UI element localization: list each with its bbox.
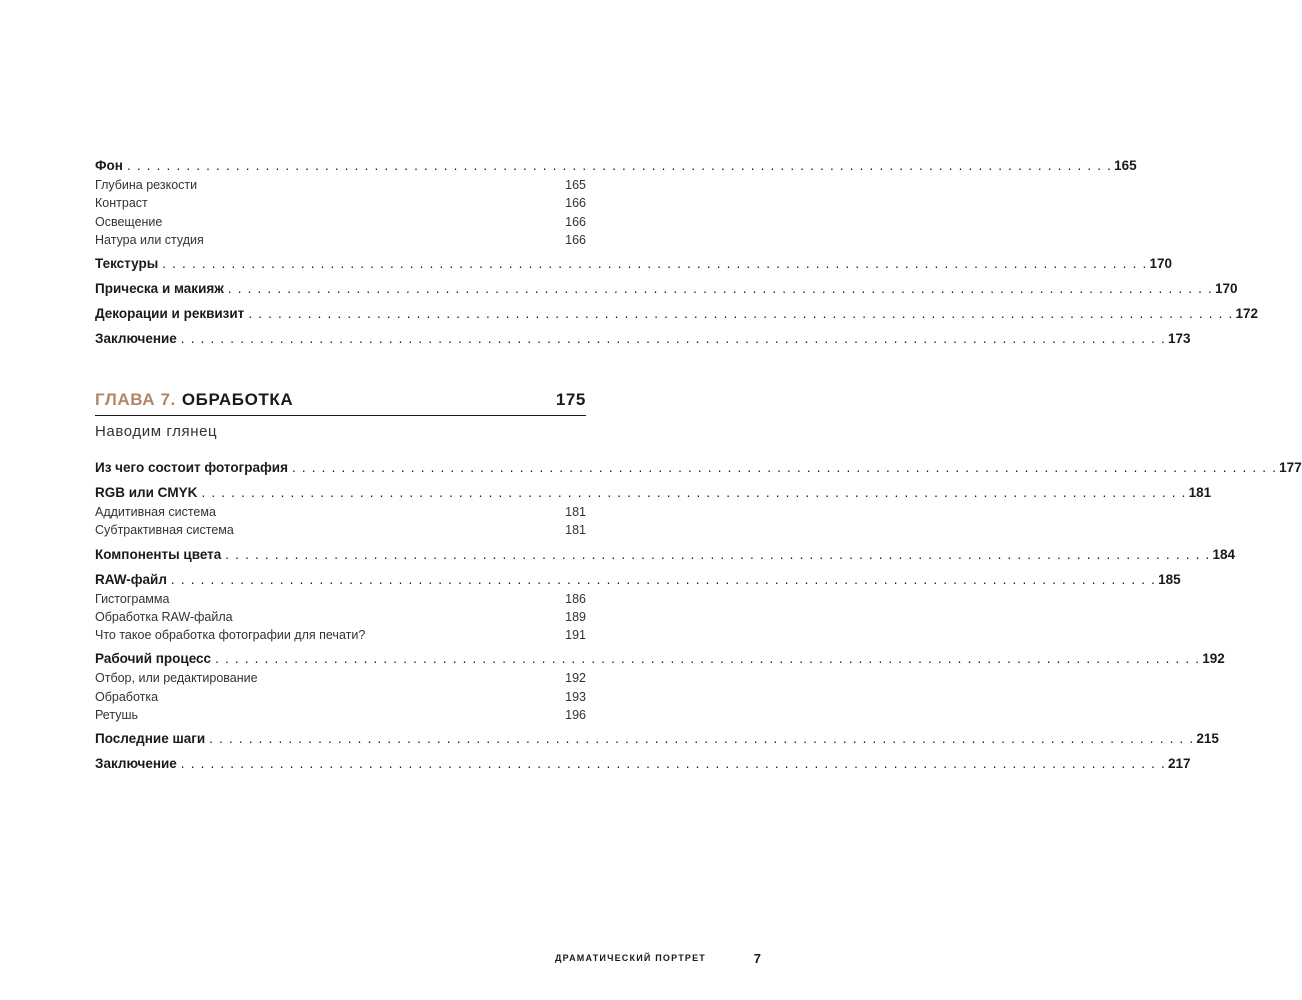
toc-subentry[interactable] [95, 503, 586, 521]
toc-entry-page: 165 [1114, 158, 1137, 173]
toc-entry-hair[interactable] [95, 279, 1238, 299]
toc-subentry-page: 166 [565, 232, 586, 247]
toc-entry-title: Заключение [95, 331, 177, 347]
toc-subentry-title: Контраст [95, 196, 148, 211]
dot-leader: . . . . . . . . . . . . . . . . . . . . . . . . . . . . . . . . . . . . . . . . . . . . . . . . . . . . . . . . . . . . . . . . . . . . . . . . . . . . . . . . . . . . . . . . . . . . . . . . . . . . [126, 158, 1113, 173]
toc-entry-title: Из чего состоит фотография [95, 460, 288, 475]
toc-subentry-title: Глубина резкости [95, 178, 198, 192]
toc-entry-textures[interactable] [95, 254, 1172, 274]
dot-leader: . . . . . . . . . . . . . . . . . . . . . . . . . . . . . . . . . . . . . . . . . . . . . . . . . . . . . . . . . . . . . . . . . . . . . . . . . . . . . . . . . . . . . . . . . . . . . . . . . . . . [225, 546, 1211, 562]
toc-subentry-title: Натура или студия [95, 232, 204, 247]
toc-subentry-title: Ретушь [95, 708, 138, 723]
dot-leader: . . . . . . . . . . . . . . . . . . . . . . . . . . . . . . . . . . . . . . . . . . . . . . . . . . . . . . . . . . . . . . . . . . . . . . . . . . . . . . . . . . . . . . . . . . . . . . . . . . . . [170, 571, 1157, 587]
toc-subentry-page: 181 [565, 505, 586, 519]
toc-subentry[interactable] [95, 669, 586, 687]
toc-entry-conclusion[interactable] [95, 329, 1191, 349]
toc-subentry-title: Отбор, или редактирование [95, 671, 258, 686]
dot-leader: . . . . . . . . . . . . . . . . . . . . . . . . . . . . . . . . . . . . . . . . . . . . . . . . . . . . . . . . . . . . . . . . . . . . . . . . . . . . . . . . . . . . . . . . . . . . . . . . . . . . [180, 331, 1166, 347]
chapter-title [95, 390, 293, 410]
toc-entry-decor[interactable] [95, 304, 1259, 324]
toc-subentry[interactable] [95, 231, 586, 249]
dot-leader: . . . . . . . . . . . . . . . . . . . . . . . . . . . . . . . . . . . . . . . . . . . . . . . . . . . . . . . . . . . . . . . . . . . . . . . . . . . . . . . . . . . . . . . . . . . . . . . . . . . . [180, 756, 1166, 772]
toc-subentry[interactable] [95, 706, 586, 724]
toc-entry-title: Прическа и макияж [95, 281, 224, 297]
toc-subentry-page: 191 [565, 628, 586, 643]
chapter-label: ГЛАВА 7. [95, 390, 176, 409]
toc-subentry-page: 166 [565, 196, 586, 211]
toc-subentry[interactable] [95, 608, 586, 626]
toc-subentry-title: Освещение [95, 214, 163, 229]
toc-subentry[interactable] [95, 194, 586, 212]
toc-entry-page: 185 [1158, 571, 1181, 587]
toc-subentry-title: Обработка [95, 689, 159, 704]
toc-entry-title: Последние шаги [95, 731, 206, 747]
toc-entry-rgb[interactable] [95, 483, 1212, 503]
page-footer [0, 951, 799, 967]
dot-leader: . . . . . . . . . . . . . . . . . . . . . . . . . . . . . . . . . . . . . . . . . . . . . . . . . . . . . . . . . . . . . . . . . . . . . . . . . . . . . . . . . . . . . . . . . . . . . . . . . . . . [248, 306, 1234, 322]
toc-entry-page: 177 [1279, 460, 1302, 475]
toc-subentry[interactable] [95, 213, 586, 231]
toc-subentry-title: Что такое обработка фотографии для печати? [95, 628, 366, 643]
toc-entry-title: Фон [95, 158, 123, 173]
toc-entry-title: Декорации и реквизит [95, 306, 245, 322]
toc-entry-title: Текстуры [95, 256, 159, 272]
toc-subentry-page: 186 [565, 591, 586, 606]
toc-subentry-title: Обработка RAW-файла [95, 609, 233, 624]
toc-section-1 [95, 156, 1259, 349]
toc-subentry-page: 193 [565, 689, 586, 704]
toc-entry-page: 184 [1212, 546, 1236, 562]
toc-subentry-title: Субтрактивная система [95, 523, 234, 538]
toc-entry-workflow[interactable] [95, 649, 1225, 669]
toc-subentry-title: Аддитивная система [95, 505, 216, 519]
chapter-page: 175 [555, 390, 586, 409]
toc-subentry[interactable] [95, 590, 586, 608]
toc-entry-title: RAW-файл [95, 571, 167, 587]
running-book-title: ДРАМАТИЧЕСКИЙ ПОРТРЕТ [555, 953, 706, 963]
toc-entry-last-steps[interactable] [95, 729, 1219, 749]
toc-entry-page: 170 [1149, 256, 1172, 272]
chapter-name: ОБРАБОТКА [181, 390, 294, 409]
toc-subentry[interactable] [95, 626, 586, 644]
chapter-header [95, 390, 586, 440]
dot-leader: . . . . . . . . . . . . . . . . . . . . . . . . . . . . . . . . . . . . . . . . . . . . . . . . . . . . . . . . . . . . . . . . . . . . . . . . . . . . . . . . . . . . . . . . . . . . . . . . . . . . [162, 256, 1148, 272]
toc-subentry-page: 165 [565, 178, 586, 192]
toc-entry-title: Рабочий процесс [95, 651, 212, 667]
toc-subentry-page: 189 [565, 609, 586, 624]
toc-subentry-page: 181 [565, 523, 586, 538]
chapter-subtitle: Наводим глянец [95, 423, 218, 440]
toc-entry-title: Компоненты цвета [95, 546, 222, 562]
page-number: 7 [753, 951, 761, 966]
toc-subentry-page: 196 [565, 708, 586, 723]
toc-subentry-page: 166 [565, 214, 586, 229]
toc-section-2 [95, 458, 1302, 774]
toc-entry-conclusion-2[interactable] [95, 754, 1191, 774]
toc-subentry-page: 192 [565, 671, 586, 686]
dot-leader: . . . . . . . . . . . . . . . . . . . . . . . . . . . . . . . . . . . . . . . . . . . . . . . . . . . . . . . . . . . . . . . . . . . . . . . . . . . . . . . . . . . . . . . . . . . . . . . . . . . . [291, 460, 1278, 475]
toc-entry-fon[interactable] [95, 156, 1137, 176]
toc-entry-components[interactable] [95, 545, 1236, 565]
toc-subentry[interactable] [95, 688, 586, 706]
toc-entry-page: 173 [1168, 331, 1191, 347]
chapter-title-row[interactable] [95, 390, 586, 416]
dot-leader: . . . . . . . . . . . . . . . . . . . . . . . . . . . . . . . . . . . . . . . . . . . . . . . . . . . . . . . . . . . . . . . . . . . . . . . . . . . . . . . . . . . . . . . . . . . . . . . . . . . . [201, 485, 1187, 500]
toc-entry-composition[interactable] [95, 458, 1302, 478]
toc-subentry[interactable] [95, 176, 586, 194]
toc-entry-title: RGB или CMYK [95, 485, 198, 500]
dot-leader: . . . . . . . . . . . . . . . . . . . . . . . . . . . . . . . . . . . . . . . . . . . . . . . . . . . . . . . . . . . . . . . . . . . . . . . . . . . . . . . . . . . . . . . . . . . . . . . . . . . . [209, 731, 1195, 747]
toc-entry-raw[interactable] [95, 570, 1181, 590]
toc-entry-page: 217 [1168, 756, 1191, 772]
toc-entry-page: 172 [1235, 306, 1259, 322]
toc-entry-page: 192 [1202, 651, 1225, 667]
toc-subentry[interactable] [95, 521, 586, 539]
dot-leader: . . . . . . . . . . . . . . . . . . . . . . . . . . . . . . . . . . . . . . . . . . . . . . . . . . . . . . . . . . . . . . . . . . . . . . . . . . . . . . . . . . . . . . . . . . . . . . . . . . . . [227, 281, 1214, 297]
toc-subentry-title: Гистограмма [95, 591, 170, 606]
dot-leader: . . . . . . . . . . . . . . . . . . . . . . . . . . . . . . . . . . . . . . . . . . . . . . . . . . . . . . . . . . . . . . . . . . . . . . . . . . . . . . . . . . . . . . . . . . . . . . . . . . . . [215, 651, 1201, 667]
toc-entry-title: Заключение [95, 756, 177, 772]
toc-entry-page: 181 [1188, 485, 1212, 500]
toc-entry-page: 170 [1215, 281, 1238, 297]
toc-entry-page: 215 [1196, 731, 1219, 747]
